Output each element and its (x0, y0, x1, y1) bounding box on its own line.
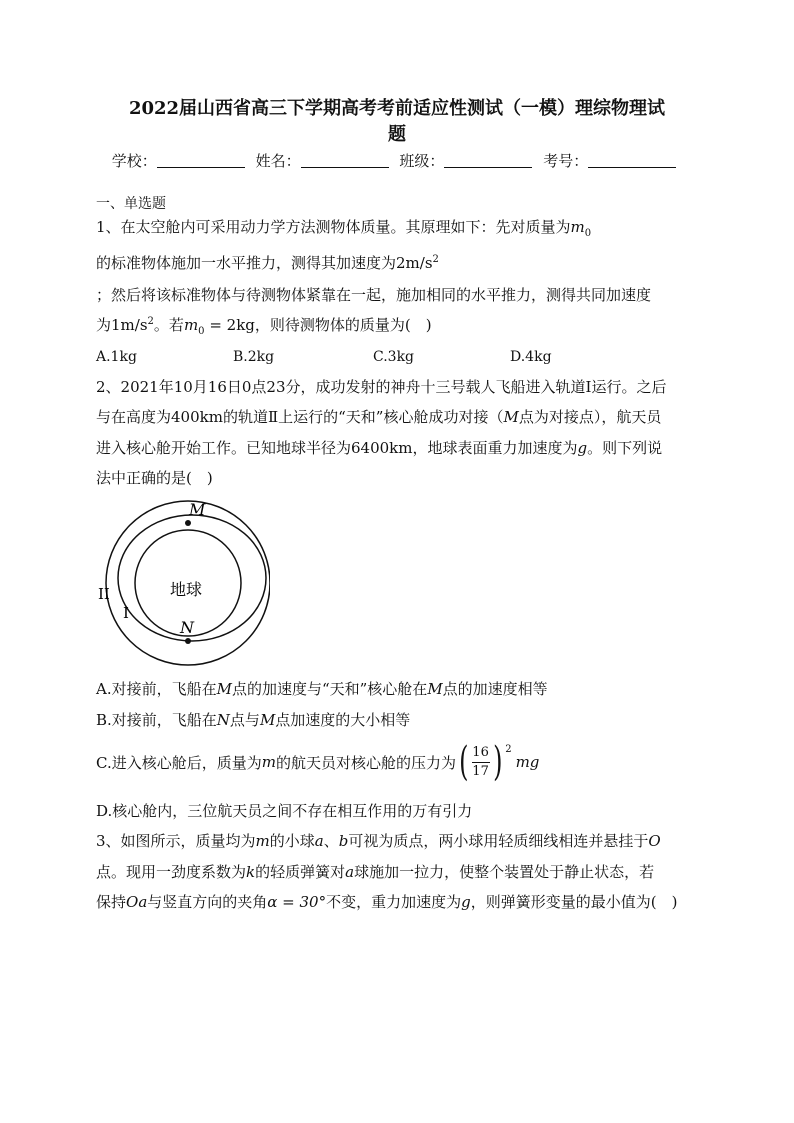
q3-text-1c: 、 (323, 832, 339, 850)
q3-text-2c: 球施加一拉力，使整个装置处于静止状态，若 (354, 863, 655, 881)
orbit-1-label: I (123, 604, 129, 622)
point-n-label: N (180, 618, 194, 637)
school-label: 学校： (111, 152, 157, 170)
right-paren: ) (492, 739, 503, 785)
class-label: 班级： (399, 152, 445, 170)
q2-a-m1: M (216, 680, 232, 698)
class-blank[interactable] (444, 153, 532, 168)
q1-line-1 (96, 216, 591, 239)
q2-b-m: M (259, 711, 276, 729)
q2-line-4: 法中正确的是( ) (96, 469, 213, 487)
q2-text-3b: 。则下列说 (587, 439, 663, 457)
q1-acc2: 1m/s (111, 316, 148, 334)
q3-text-2a: 点。现用一劲度系数为 (96, 863, 247, 881)
section-heading: 一、单选题 (96, 196, 166, 212)
q3-text-2b: 的轻质弹簧对 (255, 863, 346, 881)
q2-b-text-2: 点与 (229, 711, 260, 729)
q3-o: O (648, 832, 661, 850)
q3-text-1b: 的小球 (269, 832, 315, 850)
q2-b-text-3: 点加速度的大小相等 (275, 711, 411, 729)
q1-option-c[interactable]: C.3kg (373, 349, 415, 365)
q3-m: m (255, 832, 270, 850)
q1-m0-sub: 0 (584, 228, 592, 239)
q3-line-2 (96, 861, 654, 882)
q2-text-2a: 与在高度为400km的轨道Ⅱ上运行的“天和”核心舱成功对接（ (96, 408, 504, 426)
q1-acc1-sup: 2 (432, 254, 439, 265)
q2-text-3a: 进入核心舱开始工作。已知地球半径为6400km，地球表面重力加速度为 (96, 439, 578, 457)
q2-c-text-1: C.进入核心舱后，质量为 (96, 753, 262, 772)
left-paren: ( (459, 739, 469, 785)
fraction-bar (472, 762, 490, 763)
name-label: 姓名： (255, 152, 301, 170)
q1-option-b[interactable]: B.2kg (233, 349, 275, 365)
q1-eq-val: = 2kg (204, 316, 255, 334)
q3-text-3b: 与竖直方向的夹角 (147, 893, 268, 911)
q1-eq-sub: 0 (198, 326, 205, 337)
q1-option-d[interactable]: D.4kg (510, 349, 552, 365)
q3-g: g (461, 893, 471, 911)
q3-text-3a: 保持 (96, 893, 127, 911)
q2-c-m: m (261, 753, 276, 771)
q2-option-a[interactable] (96, 678, 548, 699)
q2-c-fraction (456, 739, 512, 785)
q2-line-3 (96, 437, 662, 458)
q1-eq-m: m (183, 316, 199, 334)
fraction-denominator: 17 (472, 763, 489, 779)
fraction-body (472, 745, 490, 780)
q2-text-2b: 点为对接点），航天员 (518, 408, 662, 426)
q3-text-3d: ，则弹簧形变量的最小值为( ) (470, 893, 678, 911)
q2-a-text-2: 点的加速度与“天和”核心舱在 (231, 680, 428, 698)
student-info-row (0, 150, 794, 171)
q2-line-2 (96, 406, 661, 427)
q1-line-3: ；然后将该标准物体与待测物体紧靠在一起，施加相同的水平推力，测得共同加速度 (96, 286, 652, 304)
q3-text-3c: 不变，重力加速度为 (326, 893, 462, 911)
point-n-dot (185, 638, 191, 644)
name-blank[interactable] (301, 153, 389, 168)
q2-a-text-3: 点的加速度相等 (442, 680, 548, 698)
point-m-label: M (189, 500, 206, 519)
q2-option-c[interactable] (96, 740, 539, 784)
q2-a-text-1: A.对接前，飞船在 (96, 680, 217, 698)
q2-b-n: N (216, 711, 230, 729)
q1-line-4 (96, 314, 432, 337)
q3-oa: Oa (126, 893, 148, 911)
q3-alpha: α = 30° (267, 893, 327, 911)
q1-acc2-sup: 2 (147, 316, 154, 327)
exam-title (100, 96, 694, 148)
q2-a-m2: M (427, 680, 443, 698)
q3-text-1a: 3、如图所示，质量均为 (96, 832, 256, 850)
q2-m: M (503, 408, 519, 426)
earth-label: 地球 (170, 580, 203, 599)
q1-text-4a: 为 (96, 316, 112, 334)
title-line-2: 题 (388, 124, 406, 145)
q2-option-b[interactable] (96, 709, 410, 730)
q2-b-text-1: B.对接前，飞船在 (96, 711, 217, 729)
q3-b: b (338, 832, 349, 850)
q2-g: g (577, 439, 588, 457)
q3-text-1d: 可视为质点，两小球用轻质细线相连并悬挂于 (348, 832, 649, 850)
q3-line-1 (96, 830, 661, 851)
fraction-numerator: 16 (472, 744, 489, 760)
school-blank[interactable] (157, 153, 245, 168)
q3-a2: a (345, 863, 355, 881)
exam-no-blank[interactable] (588, 153, 676, 168)
q1-m0: m (570, 218, 585, 236)
title-line-1: 2022届山西省高三下学期高考考前适应性测试（一模）理综物理试 (128, 98, 666, 119)
orbit-2-label: II (98, 585, 110, 603)
q2-c-mg: mg (515, 753, 540, 771)
q2-c-text-2: 的航天员对核心舱的压力为 (275, 753, 456, 772)
q1-text-4c: ，则待测物体的质量为( ) (254, 316, 432, 334)
orbit-diagram (90, 495, 270, 670)
point-m-dot (185, 520, 191, 526)
q2-line-1: 2、2021年10月16日0点23分，成功发射的神舟十三号载人飞船进入轨道Ⅰ运行。之后 (96, 378, 667, 396)
q1-acc1: 2m/s (396, 254, 433, 272)
q3-line-3 (96, 891, 677, 912)
exam-no-label: 考号： (543, 152, 589, 170)
fraction-power: 2 (505, 744, 512, 755)
q2-option-d[interactable]: D.核心舱内，三位航天员之间不存在相互作用的万有引力 (96, 802, 473, 820)
q3-k: k (246, 863, 256, 881)
q3-a: a (314, 832, 324, 850)
q1-line-2 (96, 252, 439, 273)
q1-text-1: 1、在太空舱内可采用动力学方法测物体质量。其原理如下：先对质量为 (96, 218, 571, 236)
q1-text-4b: 。若 (153, 316, 184, 334)
q1-text-2: 的标准物体施加一水平推力，测得其加速度为 (96, 254, 397, 272)
q1-option-a[interactable]: A.1kg (96, 349, 137, 365)
